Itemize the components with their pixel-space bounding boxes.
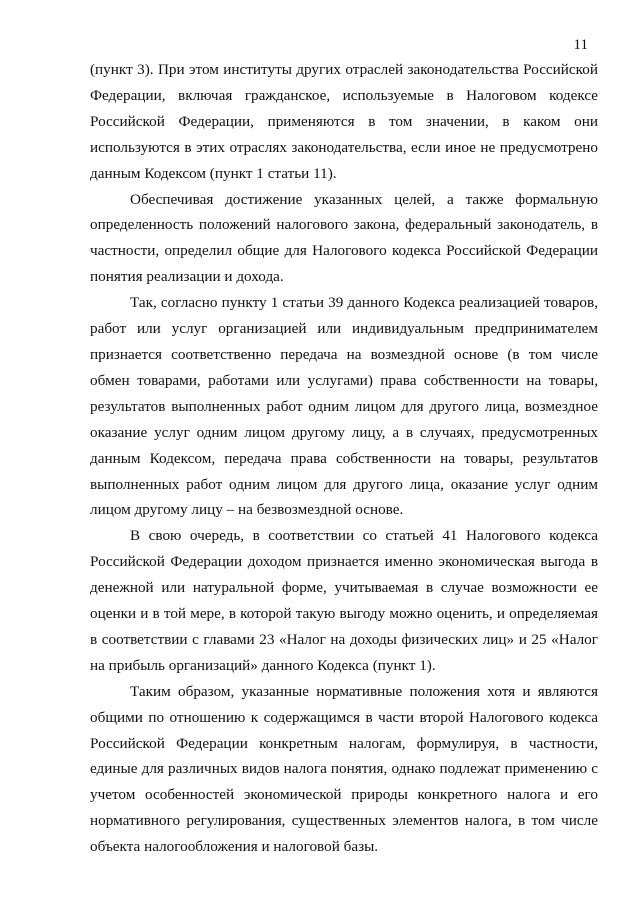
page-number: 11	[573, 37, 588, 53]
paragraph-continuation: (пункт 3). При этом институты других отраслей законодательства Российской Федерации, включая гражданское, используемые в Налоговом кодексе Российской Федерации, применяются в том значении, в каком они используются в этих отраслях законодательства, если иное не предусмотрено данным Кодексом (пункт 1 статьи 11).	[90, 61, 598, 182]
document-text	[90, 57, 598, 860]
paragraph-conclusion: Таким образом, указанные нормативные положения хотя и являются общими по отношению к содержащимся в части второй Налогового кодекса Российской Федерации конкретным налогам, формулируя, в частности, единые для различных видов налога понятия, однако подлежат применению с учетом особенностей экономической природы конкретного налога и его нормативного регулирования, существенных элементов налога, в том числе объекта налогообложения и налоговой базы.	[90, 682, 598, 856]
paragraph-article-39-realization: Так, согласно пункту 1 статьи 39 данного Кодекса реализацией товаров, работ или услуг организацией или индивидуальным предпринимателем признается соответственно передача на возмездной основе (в том числе обмен товарами, работами или услугами) права собственности на товары, результатов выполненных работ одним лицом для другого лица, возмездное оказание услуг одним лицом другому лицу, а в случаях, предусмотренных данным Кодексом, передача права собственности на товары, результатов выполненных работ одним лицом для другого лица, оказание услуг одним лицом другому лицу – на безвозмездной основе.	[90, 294, 598, 519]
paragraph-goals-definitions: Обеспечивая достижение указанных целей, а также формальную определенность положений налогового закона, федеральный законодатель, в частности, определил общие для Налогового кодекса Российской Федерации понятия реализации и дохода.	[90, 190, 598, 286]
paragraph-article-41-income: В свою очередь, в соответствии со статьей 41 Налогового кодекса Российской Федерации доходом признается именно экономическая выгода в денежной или натуральной форме, учитываемая в случае возможности ее оценки и в той мере, в которой такую выгоду можно оценить, и определяемая в соответствии с главами 23 «Налог на доходы физических лиц» и 25 «Налог на прибыль организаций» данного Кодекса (пункт 1).	[90, 527, 598, 674]
